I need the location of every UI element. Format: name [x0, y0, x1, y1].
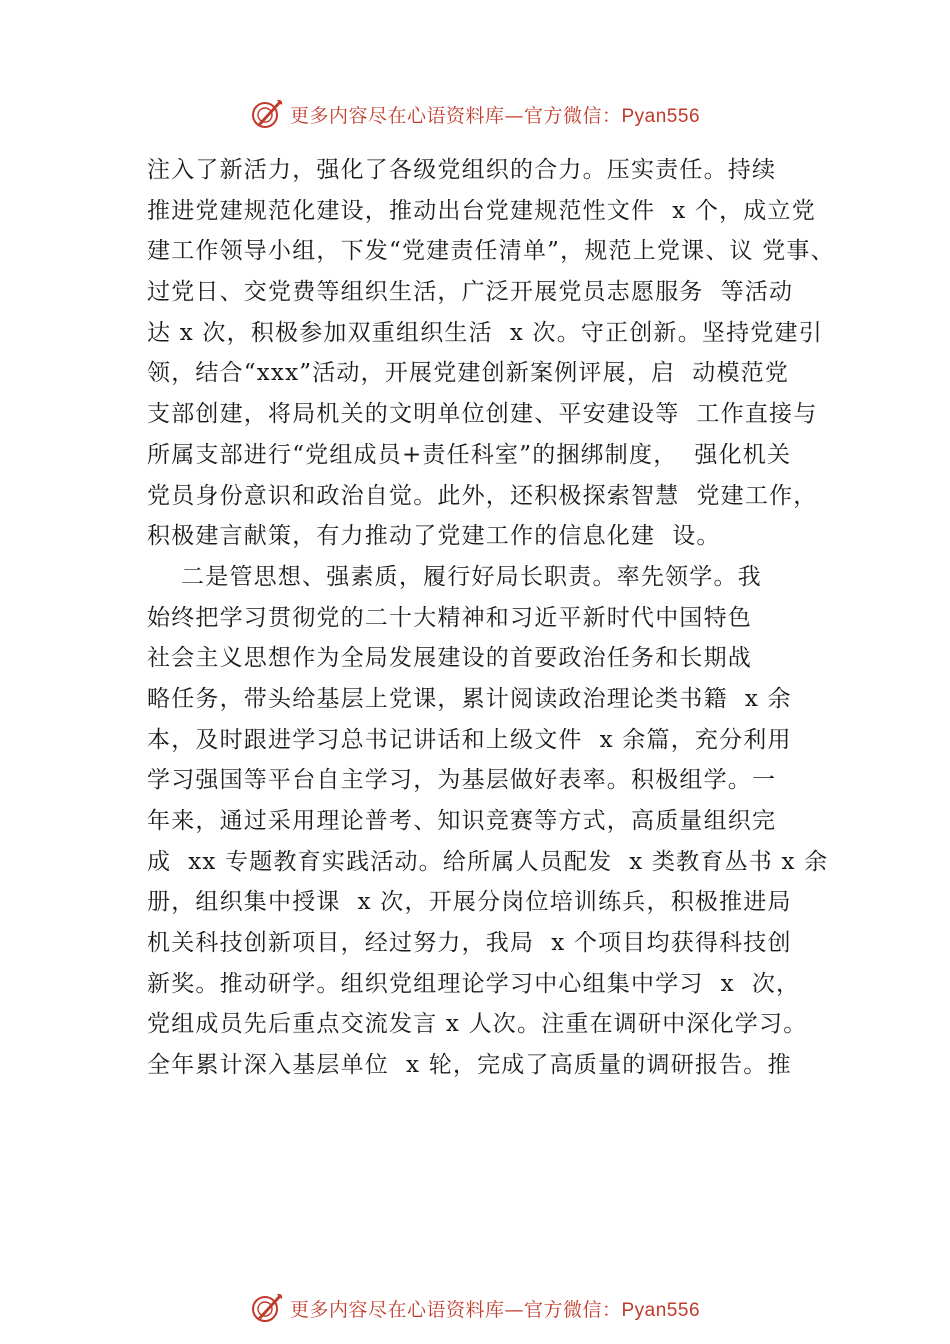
text-line: 积极建言献策，有力推动了党建工作的信息化建 设。	[147, 523, 721, 550]
watermark-text: 更多内容尽在心语资料库—官方微信：Pyan556	[289, 1298, 701, 1321]
text-line: 略任务，带头给基层上党课，累计阅读政治理论类书籍 x 余	[147, 685, 792, 712]
text-line: 社会主义思想作为全局发展建设的首要政治任务和长期战	[147, 645, 752, 672]
text-line: 机关科技创新项目，经过努力，我局 x 个项目均获得科技创	[147, 930, 792, 957]
text-line: 学习强国等平台自主学习，为基层做好表率。积极组学。一	[147, 767, 777, 794]
text-line: 所属支部进行“党组成员+责任科室”的捆绑制度， 强化机关	[147, 441, 792, 468]
watermark-text: 更多内容尽在心语资料库—官方微信：Pyan556	[289, 104, 701, 127]
text-line: 本，及时跟进学习总书记讲话和上级文件 x 余篇，充分利用	[147, 726, 792, 753]
text-line: 始终把学习贯彻党的二十大精神和习近平新时代中国特色	[147, 604, 752, 631]
text-line: 全年累计深入基层单位 x 轮，完成了高质量的调研报告。推	[147, 1052, 792, 1079]
document-body	[147, 150, 867, 1086]
quill-logo-icon	[250, 1291, 284, 1325]
text-line: 支部创建，将局机关的文明单位创建、平安建设等 工作直接与	[147, 401, 818, 428]
paragraph-start-line: 二是管思想、强素质，履行好局长职责。率先领学。我	[147, 563, 762, 590]
text-line: 成 xx 专题教育实践活动。给所属人员配发 x 类教育丛书 x 余	[147, 848, 829, 875]
text-line: 册，组织集中授课 x 次，开展分岗位培训练兵，积极推进局	[147, 889, 792, 916]
quill-logo-icon	[250, 97, 284, 131]
text-line: 年来，通过采用理论普考、知识竞赛等方式，高质量组织完	[147, 808, 777, 834]
text-line: 领，结合“xxx”活动，开展党建创新案例评展，启 动模范党	[147, 360, 790, 387]
text-line: 过党日、交党费等组织生活，广泛开展党员志愿服务 等活动	[147, 279, 794, 306]
text-line: 新奖。推动研学。组织党组理论学习中心组集中学习 x 次，	[147, 970, 801, 997]
text-line: 推进党建规范化建设，推动出台党建规范性文件 x 个，成立党	[147, 197, 816, 224]
text-line: 注入了新活力，强化了各级党组织的合力。压实责任。持续	[147, 157, 777, 183]
header-watermark	[0, 94, 950, 134]
text-line: 达 x 次，积极参加双重组织生活 x 次。守正创新。坚持党建引	[147, 319, 823, 346]
footer-watermark	[0, 1288, 950, 1328]
text-line: 党员身份意识和政治自觉。此外，还积极探索智慧 党建工作，	[147, 482, 818, 509]
watermark-account: Pyan556	[621, 1299, 701, 1321]
watermark-account: Pyan556	[621, 105, 701, 127]
text-line: 党组成员先后重点交流发言 x 人次。注重在调研中深化学习。	[147, 1011, 808, 1038]
text-line: 建工作领导小组，下发“党建责任清单”，规范上党课、议 党事、	[147, 238, 835, 265]
